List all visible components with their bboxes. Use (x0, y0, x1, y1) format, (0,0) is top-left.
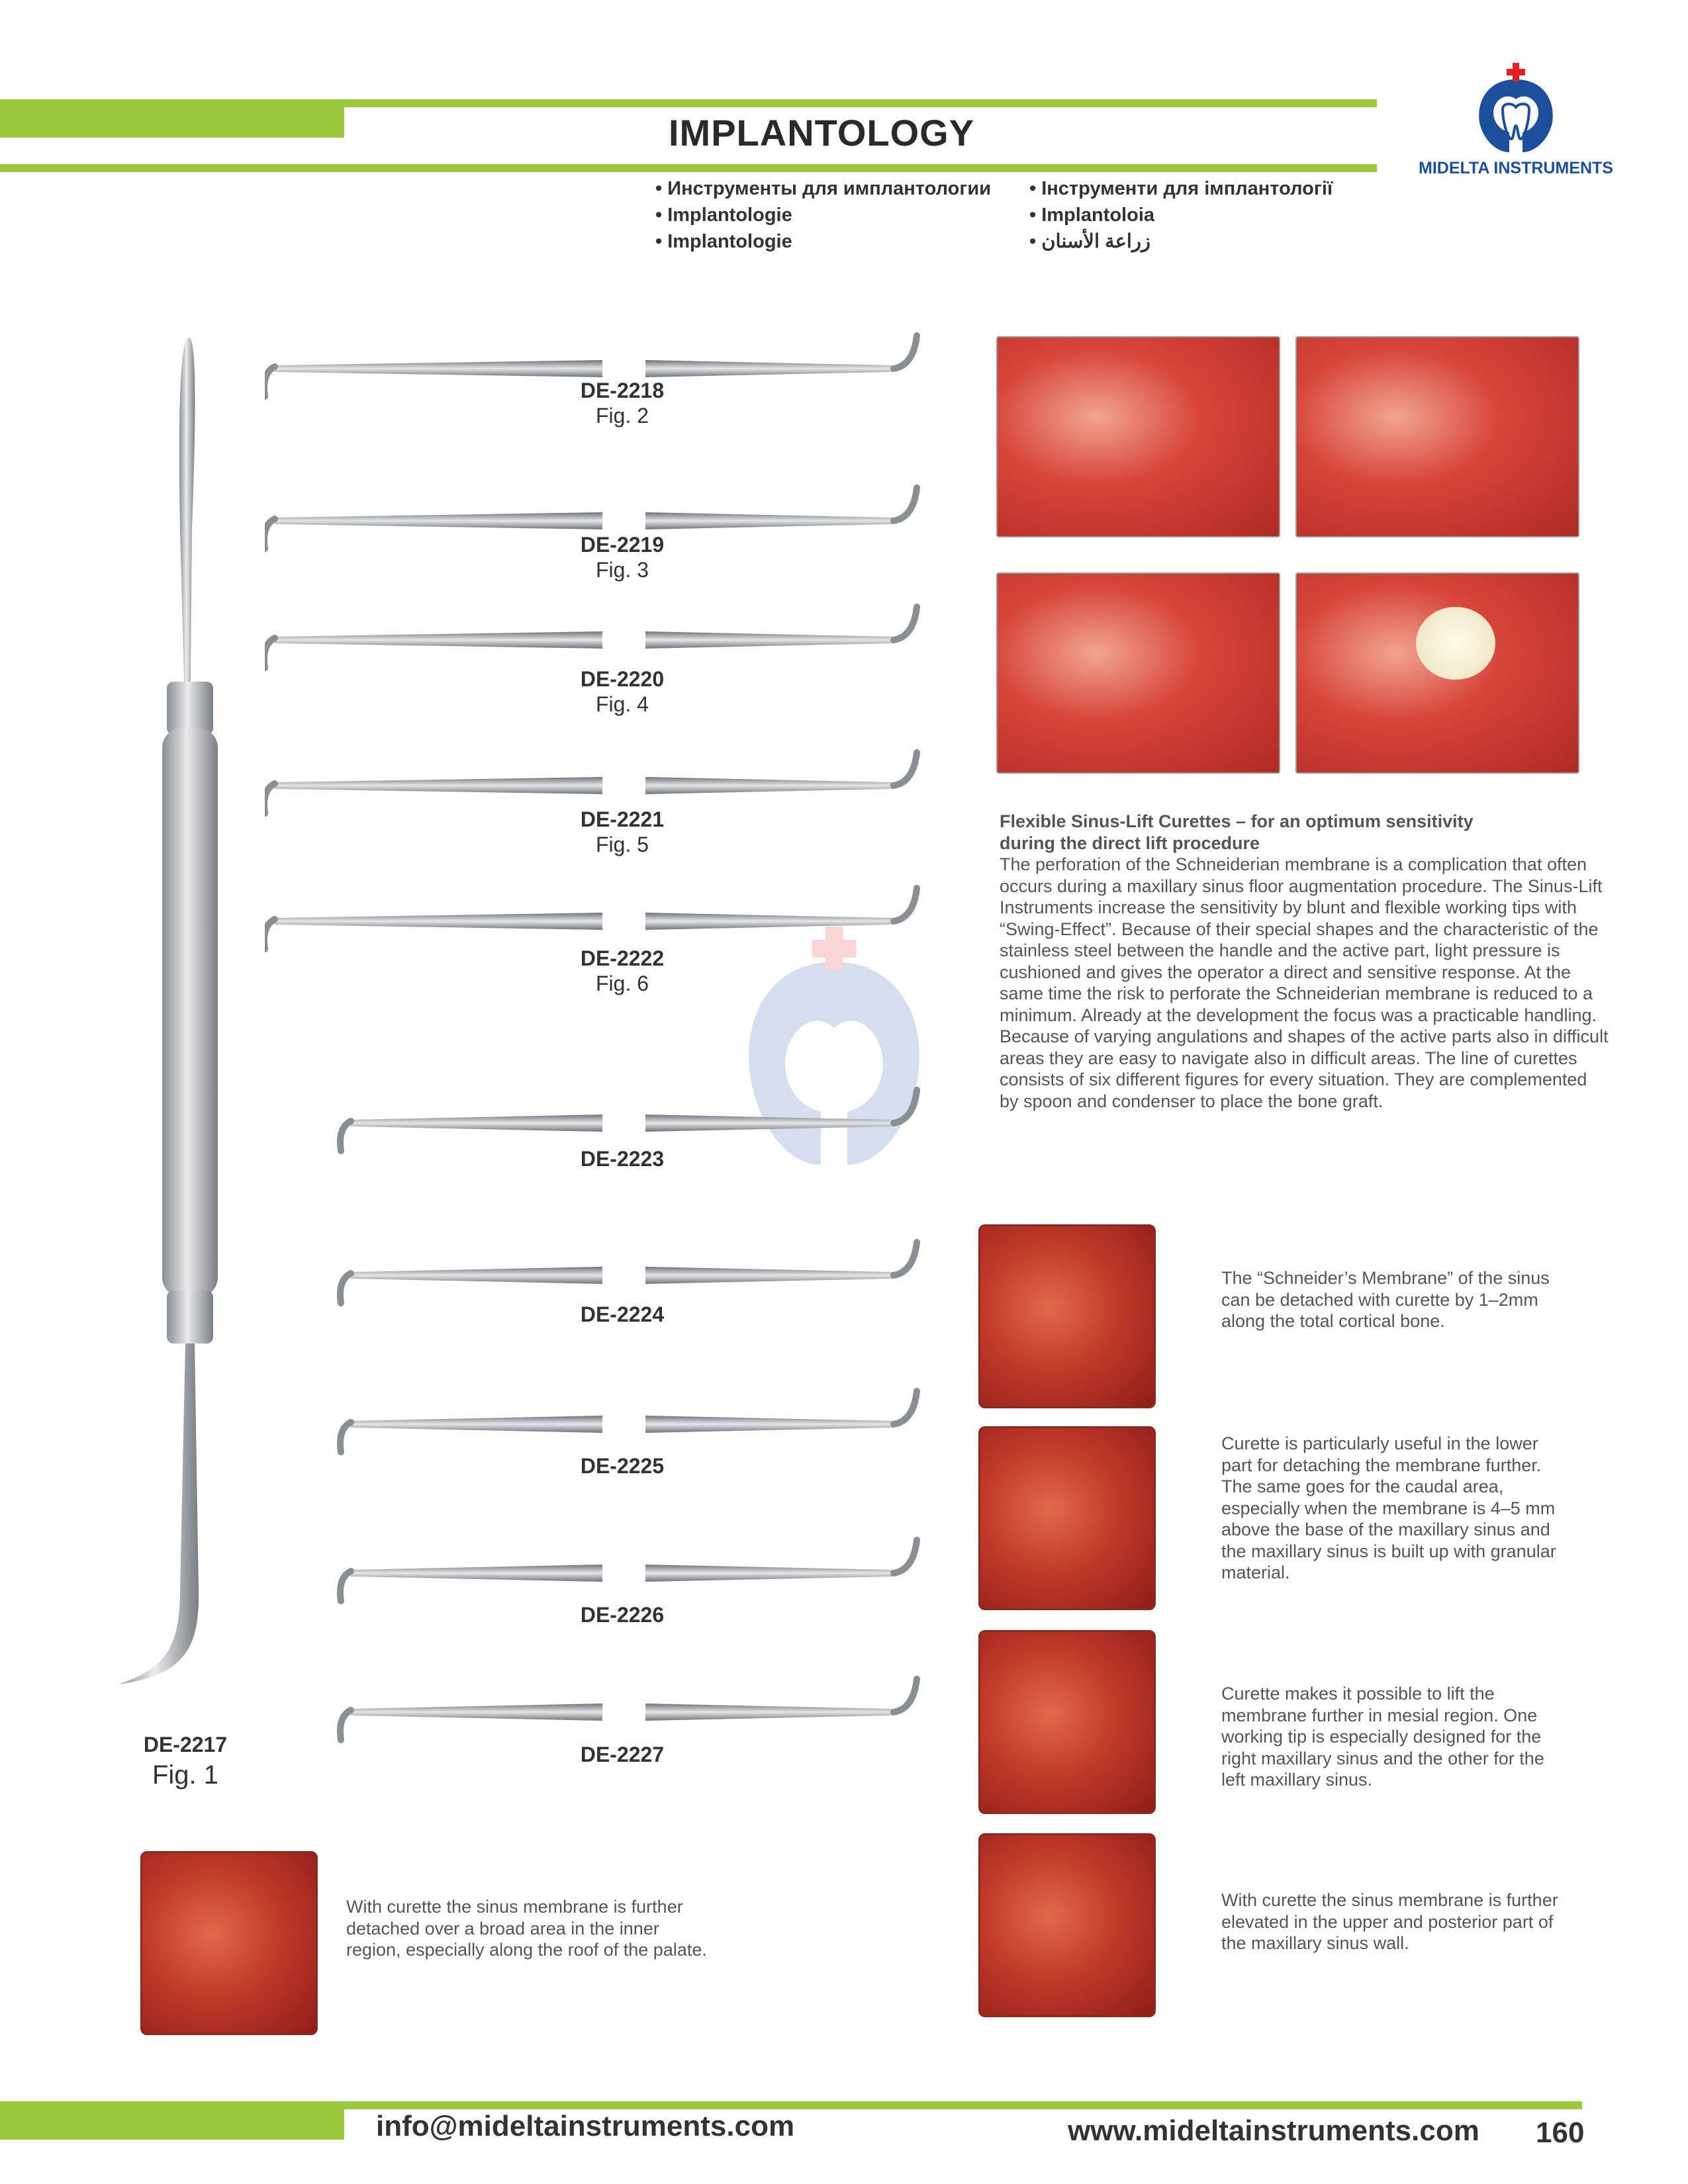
note-2: Curette is particularly useful in the lower part for detaching the membrane further. The same goes for the caudal area, especially when the membrane is 4–5 mm above the base of the maxillary sinus and the maxillary sinus is built up with granular material. (1221, 1433, 1556, 1582)
instrument-de-2217-image (106, 331, 238, 1707)
lang-ukrainian: • Інструменти для імплантології (1029, 175, 1333, 202)
instrument-de-2222 (265, 888, 917, 949)
detail-photo-5 (140, 1851, 318, 2035)
note-5: With curette the sinus membrane is further detached over a broad area in the inner region, especially along the roof of the palate. (346, 1897, 707, 1960)
header-bar-top (344, 99, 1377, 107)
code-de-2222: DE-2222 (580, 946, 665, 970)
bone-graft-granules (1416, 607, 1495, 680)
surgery-photo-1 (996, 336, 1280, 537)
code-de-2217: DE-2217 (143, 1733, 228, 1756)
brand-logo (1417, 60, 1615, 179)
code-de-2224: DE-2224 (580, 1302, 665, 1326)
tooth-logo-icon (1417, 60, 1615, 159)
lang-italian: • Implantoloia (1029, 202, 1333, 228)
instrument-de-2225 (340, 1391, 917, 1452)
page-number: 160 (1536, 2116, 1585, 2149)
surgery-photo-2 (1295, 336, 1579, 537)
detail-photo-3 (978, 1630, 1156, 1814)
code-de-2226: DE-2226 (580, 1603, 665, 1627)
surgery-photo-4 (1295, 572, 1579, 774)
instrument-de-2227 (340, 1679, 917, 1740)
instrument-de-2220 (265, 607, 917, 668)
surgery-photo-3 (996, 572, 1280, 774)
code-de-2225: DE-2225 (580, 1454, 665, 1478)
detail-photo-4 (978, 1833, 1156, 2017)
footer-bar-left (0, 2101, 344, 2140)
fig-2: Fig. 2 (595, 404, 649, 428)
description-heading: Flexible Sinus-Lift Curettes – for an optimum sensitivity during the direct lift procedure (1000, 811, 1474, 853)
note-3: Curette makes it possible to lift the membrane further in mesial region. One working tip is especially designed for the right maxillary sinus and the other for the left maxillary sinus. (1221, 1684, 1544, 1790)
page-title: IMPLANTOLOGY (669, 112, 975, 154)
lang-russian: • Инструменты для имплантологии (655, 175, 991, 202)
footer-bar-top (344, 2101, 1582, 2109)
code-de-2223: DE-2223 (580, 1147, 665, 1171)
instrument-de-2226 (340, 1540, 917, 1601)
languages-right (1029, 175, 1333, 255)
footer-website[interactable]: www.mideltainstruments.com (1068, 2115, 1479, 2147)
fig-5: Fig. 5 (595, 833, 649, 856)
lang-german: • Implantologie (655, 228, 991, 255)
fig-4: Fig. 4 (595, 692, 649, 716)
fig-6: Fig. 6 (595, 972, 649, 995)
code-de-2221: DE-2221 (580, 807, 665, 831)
code-de-2227: DE-2227 (580, 1743, 665, 1766)
description-body: The perforation of the Schneiderian membrane is a complication that often occurs during a maxillary sinus floor augmentation procedure. The Sinus-Lift Instruments increase the sensitivity by blunt and flexible working tips with “Swing-Effect”. Because of their special shapes and the characteristic of the stainless steel between the handle and the active part, light pressure is cushioned and gives the operator a direct and sensitive response. At the same time the risk to perforate the Schneiderian membrane is reduced to a minimum. Already at the development the focus was a practicable handling. Because of varying angulations and shapes of the active parts also in difficult areas they are easy to navigate also in difficult areas. The line of curettes consists of six different figures for every situation. They are complemented by spoon and condenser to place the bone graft. (1000, 854, 1609, 1111)
detail-photo-2 (978, 1426, 1156, 1610)
lang-french: • Implantologie (655, 202, 991, 228)
header-bar-left (0, 99, 344, 138)
footer-email[interactable]: info@mideltainstruments.com (376, 2110, 795, 2142)
note-4: With curette the sinus membrane is further elevated in the upper and posterior part of the maxillary sinus wall. (1221, 1890, 1558, 1953)
lang-arabic: • زراعة الأسنان (1029, 228, 1333, 255)
brand-name: MIDELTA INSTRUMENTS (1419, 159, 1613, 177)
code-de-2219: DE-2219 (580, 533, 665, 557)
languages-left (655, 175, 991, 255)
fig-1: Fig. 1 (152, 1760, 219, 1790)
instrument-de-2224 (340, 1242, 917, 1303)
header-bar-bottom (0, 164, 1377, 172)
note-1: The “Schneider’s Membrane” of the sinus can be detached with curette by 1–2mm along the total cortical bone. (1221, 1268, 1550, 1331)
detail-photo-1 (978, 1224, 1156, 1408)
code-de-2218: DE-2218 (580, 379, 665, 402)
fig-3: Fig. 3 (595, 558, 649, 582)
code-de-2220: DE-2220 (580, 667, 665, 691)
instrument-de-2221 (265, 752, 917, 813)
instrument-de-2223 (340, 1090, 917, 1151)
